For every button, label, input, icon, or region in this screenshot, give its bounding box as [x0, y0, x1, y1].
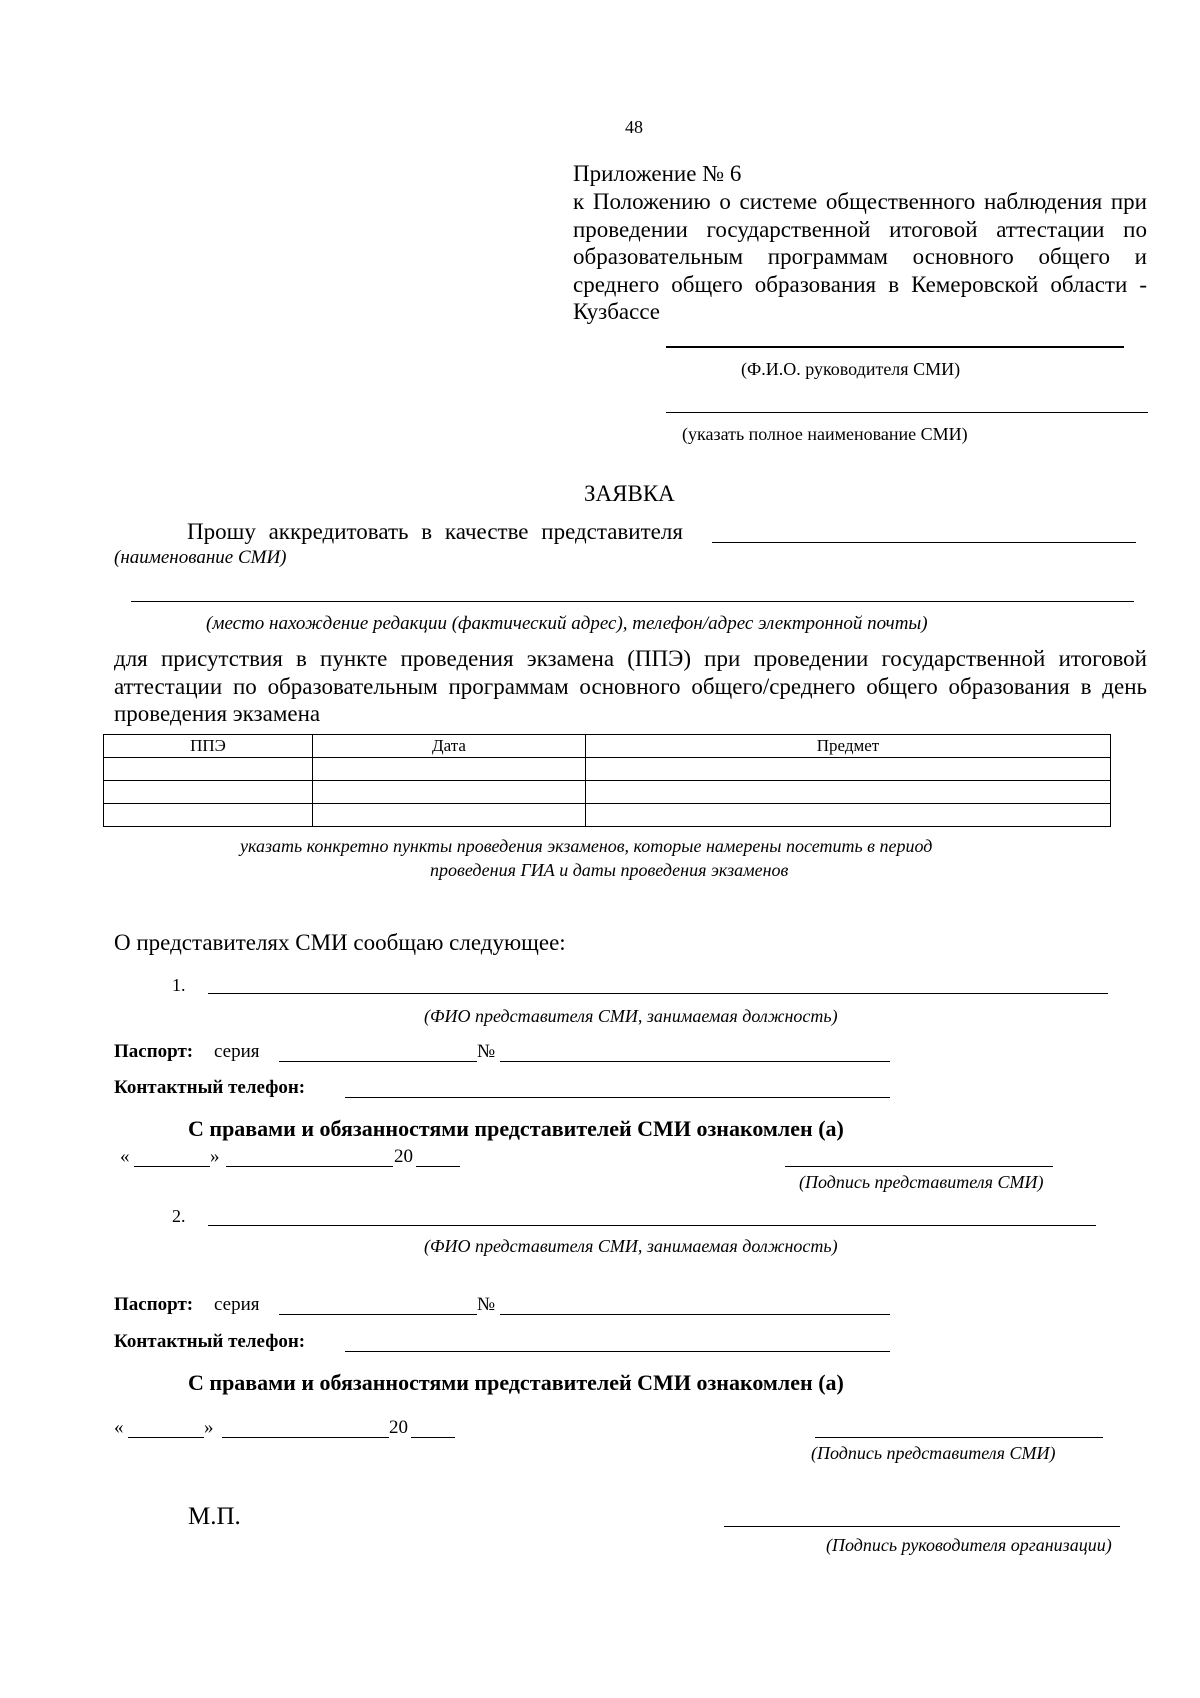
rep1-series-field[interactable] [279, 1061, 477, 1062]
head-signature-caption: (Подпись руководителя организации) [826, 1535, 1112, 1555]
purpose-text: для присутствия в пункте проведения экзамена (ППЭ) при проведении государственной итоговой аттестации по образовательным программам основного общего/среднего общего образования в день проведения экзамена [114, 646, 1147, 726]
head-signature-line[interactable] [724, 1526, 1120, 1527]
media-name-line [666, 412, 1148, 413]
rep2-year-field[interactable] [411, 1437, 455, 1438]
rep1-passport-number-field[interactable] [500, 1061, 890, 1062]
reps-intro: О представителях СМИ сообщаю следующее: [114, 930, 566, 955]
rep1-quote-open: « [120, 1146, 130, 1167]
rep1-year-field[interactable] [416, 1166, 460, 1167]
rep2-day-field[interactable] [128, 1437, 204, 1438]
appendix-text: к Положению о системе общественного наблюдения при проведении государственной итоговой аттестации по образовательным программам основного общего и среднего общего образования в Кемеровской области - Кузбассе [573, 189, 1147, 324]
table-row [104, 758, 1111, 781]
cell-subject[interactable] [586, 758, 1111, 781]
rep1-signature-caption: (Подпись представителя СМИ) [799, 1172, 1044, 1192]
rep1-phone-field[interactable] [345, 1097, 890, 1098]
rep2-signature-caption: (Подпись представителя СМИ) [811, 1443, 1056, 1463]
rep2-fio-line[interactable] [208, 1225, 1096, 1226]
rep2-phone-field[interactable] [345, 1351, 890, 1352]
cell-ppe[interactable] [104, 804, 313, 827]
rep2-number-sign: № [477, 1294, 496, 1315]
rep2-month-field[interactable] [222, 1437, 389, 1438]
rep1-signature-line[interactable] [785, 1166, 1053, 1167]
address-line [131, 601, 1134, 602]
rep1-month-field[interactable] [226, 1166, 393, 1167]
cell-ppe[interactable] [104, 781, 313, 804]
rep2-series-label: серия [214, 1294, 260, 1315]
table-row [104, 781, 1111, 804]
header-ppe: ППЭ [104, 735, 313, 758]
header-subject: Предмет [586, 735, 1111, 758]
rep1-year-prefix: 20 [394, 1146, 413, 1167]
rep1-fio-caption: (ФИО представителя СМИ, занимаемая должность) [424, 1006, 838, 1026]
rep2-series-field[interactable] [279, 1314, 477, 1315]
rep1-series-label: серия [214, 1041, 260, 1062]
document-title: ЗАЯВКА [584, 481, 675, 506]
media-name-field [712, 542, 1136, 543]
rep2-passport-number-field[interactable] [500, 1314, 890, 1315]
rep2-quote-close: » [204, 1417, 214, 1438]
cell-subject[interactable] [586, 781, 1111, 804]
ppe-table [103, 734, 1111, 827]
rep2-quote-open: « [114, 1417, 124, 1438]
rep1-passport-label: Паспорт: [114, 1041, 194, 1062]
address-caption: (место нахождение редакции (фактический адрес), телефон/адрес электронной почты) [206, 613, 928, 634]
cell-date[interactable] [313, 758, 586, 781]
cell-subject[interactable] [586, 804, 1111, 827]
cell-date[interactable] [313, 781, 586, 804]
request-line1: Прошу аккредитовать в качестве представителя [187, 519, 683, 544]
head-fio-caption: (Ф.И.О. руководителя СМИ) [741, 359, 961, 379]
rep2-ack: С правами и обязанностями представителей СМИ ознакомлен (а) [188, 1370, 844, 1395]
rep2-signature-line[interactable] [815, 1437, 1103, 1438]
rep2-fio-caption: (ФИО представителя СМИ, занимаемая должность) [424, 1236, 838, 1256]
rep1-number: 1. [172, 975, 186, 995]
head-fio-line [666, 346, 1124, 348]
rep2-year-prefix: 20 [389, 1417, 408, 1438]
header-date: Дата [313, 735, 586, 758]
rep1-ack: С правами и обязанностями представителей СМИ ознакомлен (а) [188, 1116, 844, 1141]
rep1-number-sign: № [477, 1041, 496, 1062]
rep2-passport-label: Паспорт: [114, 1294, 194, 1315]
rep2-phone-label: Контактный телефон: [114, 1331, 306, 1352]
cell-ppe[interactable] [104, 758, 313, 781]
stamp-label: М.П. [188, 1503, 241, 1530]
page-number: 48 [625, 117, 643, 137]
table-header-row [104, 735, 1111, 758]
rep1-fio-line[interactable] [208, 993, 1108, 994]
rep1-day-field[interactable] [134, 1166, 210, 1167]
media-name-field-caption: (наименование СМИ) [114, 547, 287, 568]
rep1-quote-close: » [210, 1146, 220, 1167]
cell-date[interactable] [313, 804, 586, 827]
rep1-phone-label: Контактный телефон: [114, 1077, 306, 1098]
rep2-number: 2. [172, 1206, 186, 1226]
appendix-title: Приложение № 6 [573, 161, 742, 186]
table-row [104, 804, 1111, 827]
media-name-caption: (указать полное наименование СМИ) [682, 424, 968, 444]
table-note-line2: проведения ГИА и даты проведения экзаменов [430, 860, 789, 880]
table-note-line1: указать конкретно пункты проведения экзаменов, которые намерены посетить в период [240, 836, 933, 856]
